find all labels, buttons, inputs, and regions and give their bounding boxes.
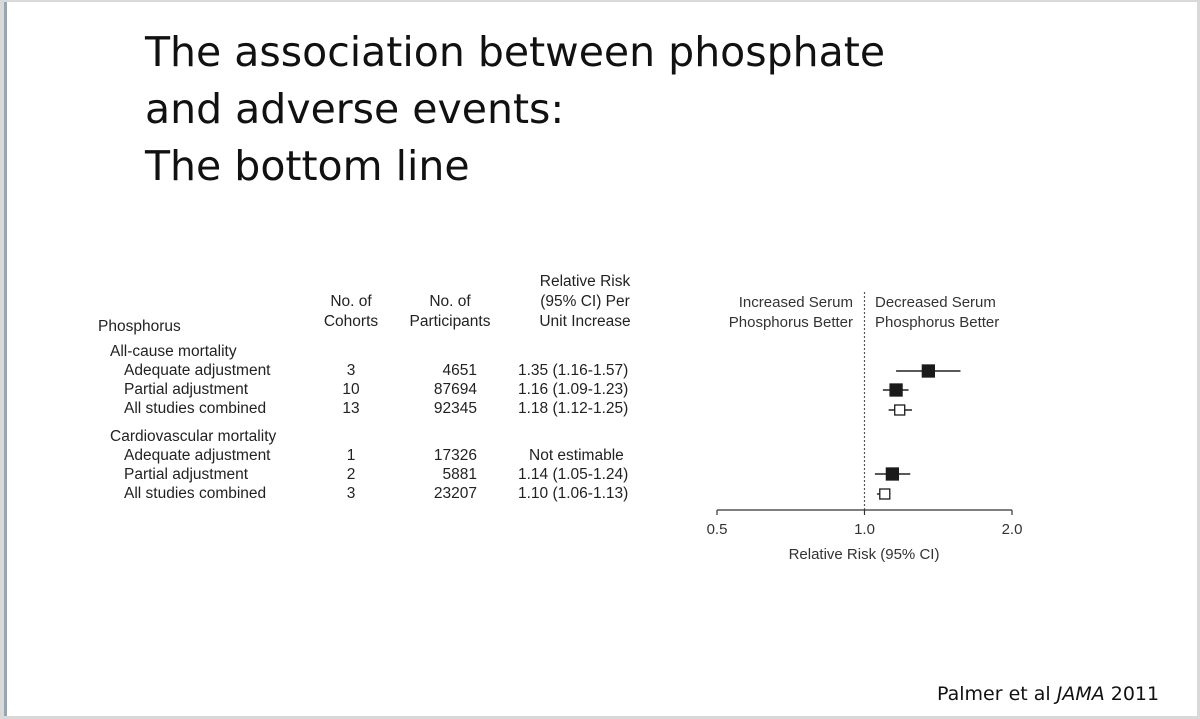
point-estimate-filled <box>890 384 902 396</box>
row-label: Adequate adjustment <box>124 447 271 464</box>
row-participants: 87694 <box>433 381 477 398</box>
header-phosphorus: Phosphorus <box>98 318 181 335</box>
slide <box>4 2 1197 716</box>
left-direction-label-line-2: Phosphorus Better <box>728 314 853 331</box>
header-relative-risk-line-2: (95% CI) Per <box>540 293 630 310</box>
forest-plot <box>7 2 1200 716</box>
row-cohorts: 10 <box>342 381 360 398</box>
row-participants: 23207 <box>433 485 477 502</box>
row-cohorts: 1 <box>346 447 356 464</box>
header-relative-risk-line-3: Unit Increase <box>539 313 631 330</box>
x-tick-label: 0.5 <box>706 521 728 538</box>
row-participants: 92345 <box>433 400 477 417</box>
row-participants: 4651 <box>442 362 477 379</box>
header-cohorts-line-2: Cohorts <box>323 313 379 330</box>
row-relative-risk: 1.10 (1.06-1.13) <box>518 485 629 502</box>
header-participants-line-2: Participants <box>409 313 491 330</box>
x-axis-title: Relative Risk (95% CI) <box>788 546 940 563</box>
row-label: All studies combined <box>124 485 267 502</box>
row-cohorts: 13 <box>342 400 360 417</box>
row-cohorts: 2 <box>346 466 356 483</box>
citation-year: 2011 <box>1104 683 1160 705</box>
row-relative-risk: 1.14 (1.05-1.24) <box>518 466 629 483</box>
header-relative-risk-line-1: Relative Risk <box>539 273 631 290</box>
point-estimate-filled <box>886 468 898 480</box>
header-participants-line-1: No. of <box>429 293 471 310</box>
slide-title-line-2: and adverse events: <box>145 85 565 133</box>
row-relative-risk: 1.18 (1.12-1.25) <box>518 400 629 417</box>
group-label-all-cause: All-cause mortality <box>110 343 237 360</box>
group-label-cardiovascular: Cardiovascular mortality <box>110 428 277 445</box>
row-relative-risk: 1.35 (1.16-1.57) <box>518 362 629 379</box>
row-participants: 5881 <box>442 466 477 483</box>
row-relative-risk: 1.16 (1.09-1.23) <box>518 381 629 398</box>
slide-title-line-1: The association between phosphate <box>145 28 886 76</box>
header-cohorts-line-1: No. of <box>330 293 372 310</box>
row-cohorts: 3 <box>346 362 356 379</box>
row-label: Partial adjustment <box>124 381 249 398</box>
citation-authors: Palmer et al <box>937 683 1057 705</box>
row-label: All studies combined <box>124 400 267 417</box>
row-participants: 17326 <box>433 447 477 464</box>
row-relative-risk: Not estimable <box>529 447 624 464</box>
citation-journal: JAMA <box>1056 683 1105 705</box>
right-direction-label-line-1: Decreased Serum <box>875 294 996 311</box>
point-estimate-open <box>895 405 905 415</box>
left-direction-label-line-1: Increased Serum <box>738 294 853 311</box>
right-direction-label-line-2: Phosphorus Better <box>875 314 1000 331</box>
row-label: Partial adjustment <box>124 466 249 483</box>
row-cohorts: 3 <box>346 485 356 502</box>
x-tick-label: 2.0 <box>1001 521 1023 538</box>
row-label: Adequate adjustment <box>124 362 271 379</box>
point-estimate-filled <box>922 365 934 377</box>
x-tick-label: 1.0 <box>854 521 875 538</box>
citation <box>937 683 1159 705</box>
slide-title-line-3: The bottom line <box>145 142 470 190</box>
point-estimate-open <box>880 489 890 499</box>
